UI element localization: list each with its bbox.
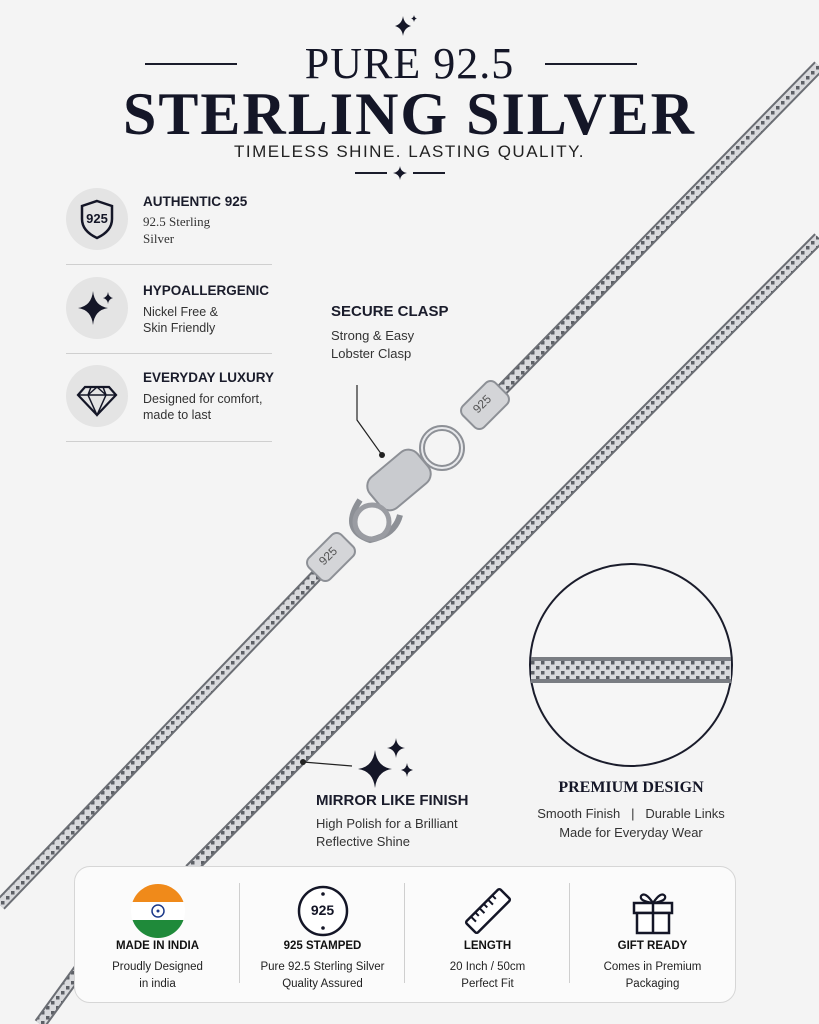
title-line-2: STERLING SILVER bbox=[122, 81, 697, 147]
premium-design-callout bbox=[516, 779, 746, 842]
feature-luxury-desc-1: Designed for comfort, bbox=[143, 392, 263, 406]
premium-design-title: PREMIUM DESIGN bbox=[558, 779, 704, 796]
badge-india-title: MADE IN INDIA bbox=[115, 940, 200, 952]
feature-hypoallergenic bbox=[66, 265, 272, 354]
feature-authentic-desc-2: Silver bbox=[143, 231, 175, 246]
divider-sparkle-icon bbox=[393, 166, 407, 180]
tagline-divider bbox=[355, 166, 445, 180]
stamp-badge-label: 925 bbox=[310, 902, 335, 918]
ruler-icon bbox=[460, 883, 516, 939]
mirror-sparkle-icon bbox=[358, 738, 416, 793]
feature-hypo-title: HYPOALLERGENIC bbox=[143, 283, 270, 298]
feature-authentic-desc-1: 92.5 Sterling bbox=[143, 214, 211, 229]
badge-length-desc-1: 20 Inch / 50cm bbox=[449, 961, 526, 973]
premium-design-desc-1: Smooth Finish | Durable Links bbox=[537, 806, 725, 821]
badge-length-desc bbox=[405, 959, 570, 993]
title-line-1: PURE 92.5 bbox=[304, 39, 515, 88]
badge-length-desc-2: Perfect Fit bbox=[461, 978, 514, 990]
badge-gift-desc-1: Comes in Premium bbox=[603, 961, 702, 973]
clasp-pointer-line bbox=[357, 385, 382, 455]
badge-india-desc-1: Proudly Designed bbox=[112, 961, 203, 973]
badge-stamped-desc-2: Quality Assured bbox=[282, 978, 363, 990]
feature-authentic bbox=[66, 176, 272, 265]
badge-length-title: LENGTH bbox=[463, 940, 512, 952]
badge-india-desc bbox=[75, 959, 240, 993]
clasp-tag-lower-label: 925 bbox=[315, 543, 341, 569]
premium-design-desc-2: Made for Everyday Wear bbox=[559, 825, 703, 840]
secure-clasp-desc-1: Strong & Easy bbox=[331, 328, 415, 343]
feature-luxury-desc-2: made to last bbox=[143, 408, 212, 422]
tagline: TIMELESS SHINE. LASTING QUALITY. bbox=[234, 142, 585, 161]
finish-pointer-line bbox=[303, 762, 352, 766]
diamond-icon bbox=[66, 365, 128, 427]
shield-badge-label: 925 bbox=[86, 211, 108, 226]
secure-clasp-desc-2: Lobster Clasp bbox=[331, 346, 412, 361]
feature-hypo-icon-wrap bbox=[66, 277, 128, 339]
gift-box-icon bbox=[625, 883, 681, 939]
sparkle-icon bbox=[66, 277, 128, 339]
india-flag-icon bbox=[130, 883, 186, 939]
feature-everyday-luxury bbox=[66, 353, 275, 442]
secure-clasp-callout bbox=[331, 303, 449, 363]
mirror-finish-desc-1: High Polish for a Brilliant bbox=[316, 816, 458, 831]
badge-gift-ready bbox=[570, 867, 735, 1002]
feature-luxury-title: EVERYDAY LUXURY bbox=[143, 370, 275, 385]
feature-authentic-title: AUTHENTIC 925 bbox=[143, 194, 248, 209]
feature-hypo-desc-1: Nickel Free & bbox=[143, 305, 219, 319]
badge-made-in-india bbox=[75, 867, 240, 1002]
mirror-finish-title: MIRROR LIKE FINISH bbox=[316, 792, 469, 809]
stamp-925-icon bbox=[295, 883, 351, 939]
badge-gift-title: GIFT READY bbox=[617, 940, 688, 952]
badge-925-stamped bbox=[240, 867, 405, 1002]
badge-gift-desc bbox=[570, 959, 735, 993]
feature-hypo-desc-2: Skin Friendly bbox=[143, 321, 216, 335]
mirror-finish-desc-2: Reflective Shine bbox=[316, 834, 410, 849]
badge-stamped-title: 925 STAMPED bbox=[283, 940, 362, 952]
clasp-tag-upper-label: 925 bbox=[469, 391, 495, 417]
mirror-finish-callout bbox=[316, 792, 469, 851]
badge-length bbox=[405, 867, 570, 1002]
lobster-clasp bbox=[352, 428, 462, 540]
badge-gift-desc-2: Packaging bbox=[625, 978, 680, 990]
badge-stamped-desc bbox=[240, 959, 405, 993]
secure-clasp-title: SECURE CLASP bbox=[331, 303, 449, 320]
feature-luxury-icon-wrap bbox=[66, 365, 128, 427]
feature-authentic-icon-wrap bbox=[66, 188, 128, 250]
badge-india-desc-2: in india bbox=[139, 978, 176, 990]
premium-zoom-circle bbox=[530, 564, 732, 766]
trust-badges-bar bbox=[74, 866, 736, 1003]
badge-stamped-desc-1: Pure 92.5 Sterling Silver bbox=[260, 961, 385, 973]
